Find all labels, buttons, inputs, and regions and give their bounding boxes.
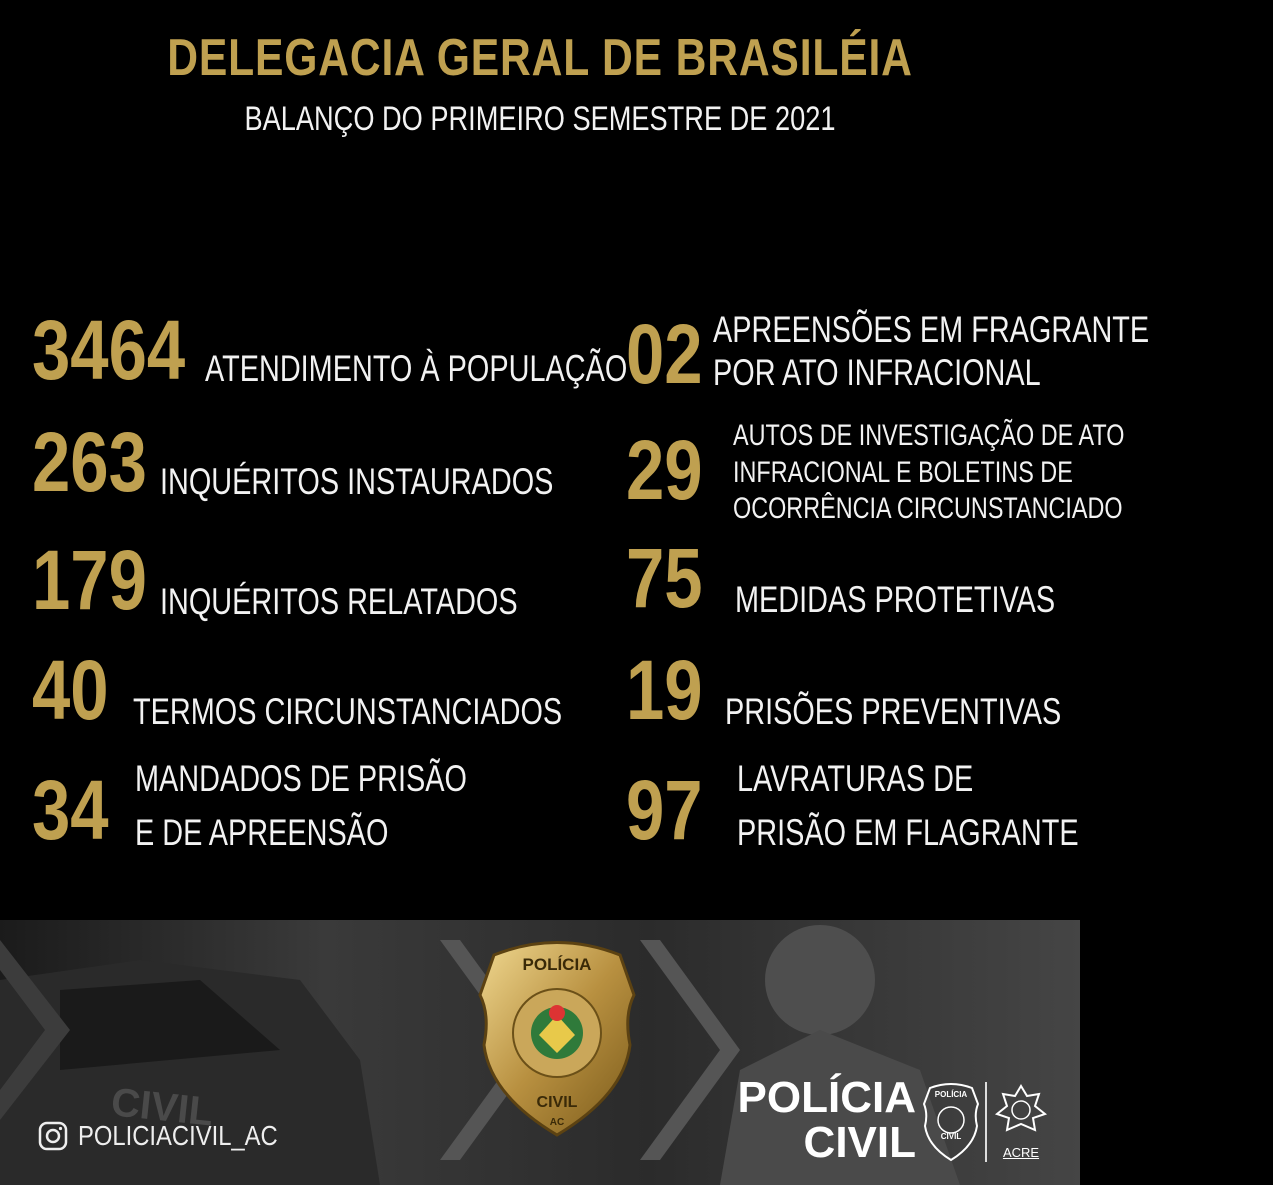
policia-civil-logo-text (736, 1073, 916, 1167)
stat-medidas-protetivas (626, 531, 1146, 626)
stat-label-line: MANDADOS DE PRISÃO (135, 758, 468, 799)
stat-number: 34 (32, 762, 109, 857)
stat-label-line: INFRACIONAL E BOLETINS DE (733, 455, 1074, 489)
stat-number: 40 (32, 643, 109, 738)
stat-label (737, 752, 1079, 859)
stat-inqueritos-instaurados (32, 415, 665, 510)
stat-number: 19 (626, 643, 703, 738)
stat-apreensoes (626, 307, 1273, 401)
badge-bottom-text: CIVIL (536, 1094, 578, 1111)
stat-label (135, 752, 467, 859)
page-subtitle: BALANÇO DO PRIMEIRO SEMESTRE DE 2021 (244, 100, 836, 138)
stat-number: 179 (32, 533, 147, 628)
stat-inqueritos-relatados (32, 533, 619, 628)
stat-number: 263 (32, 415, 147, 510)
acre-coat-of-arms-icon (993, 1082, 1049, 1142)
instagram-link[interactable] (38, 1120, 313, 1152)
stat-number: 3464 (32, 303, 186, 397)
stat-autos-investigacao (626, 418, 1235, 528)
stat-number: 97 (626, 762, 703, 857)
stat-termos-circunstanciados (32, 643, 684, 738)
logo-line: POLÍCIA (737, 1073, 916, 1122)
stat-label (733, 418, 1124, 528)
stat-label-line: OCORRÊNCIA CIRCUNSTANCIADO (733, 492, 1124, 526)
stat-label: MEDIDAS PROTETIVAS (735, 579, 1056, 620)
stat-number: 29 (626, 422, 703, 517)
instagram-icon (38, 1121, 68, 1151)
stat-label: PRISÕES PREVENTIVAS (725, 691, 1062, 732)
page-title: DELEGACIA GERAL DE BRASILÉIA (167, 29, 913, 87)
instagram-handle: POLICIACIVIL_AC (78, 1120, 278, 1151)
stat-label: TERMOS CIRCUNSTANCIADOS (133, 691, 563, 732)
stat-label: INQUÉRITOS RELATADOS (160, 581, 518, 622)
logo-divider (985, 1082, 987, 1162)
stat-number: 75 (626, 531, 703, 626)
stat-label-line: E DE APREENSÃO (135, 811, 389, 853)
stat-label-line: PRISÃO EM FLAGRANTE (737, 811, 1080, 853)
badge-state-text: AC (549, 1117, 565, 1128)
stat-label-line: LAVRATURAS DE (737, 758, 974, 799)
stat-mandados (32, 752, 561, 859)
stat-prisoes-preventivas (626, 643, 1157, 738)
small-badge-bottom-text: CIVIL (940, 1132, 962, 1141)
logo-line: CIVIL (803, 1117, 916, 1167)
stat-label: ATENDIMENTO À POPULAÇÃO (204, 347, 628, 389)
svg-text:CIVIL: CIVIL (109, 1080, 216, 1135)
stat-label (713, 309, 1149, 394)
stat-label-line: AUTOS DE INVESTIGAÇÃO DE ATO (733, 419, 1125, 452)
stat-label-line: APREENSÕES EM FRAGRANTE (713, 309, 1150, 351)
badge-top-text: POLÍCIA (522, 955, 592, 974)
stat-label-line: POR ATO INFRACIONAL (713, 352, 1042, 393)
stat-number: 02 (626, 307, 703, 401)
small-badge-top-text: POLÍCIA (934, 1090, 968, 1099)
acre-label: ACRE (1002, 1145, 1040, 1160)
stat-label: INQUÉRITOS INSTAURADOS (160, 461, 554, 502)
stat-lavraturas (626, 752, 1175, 859)
